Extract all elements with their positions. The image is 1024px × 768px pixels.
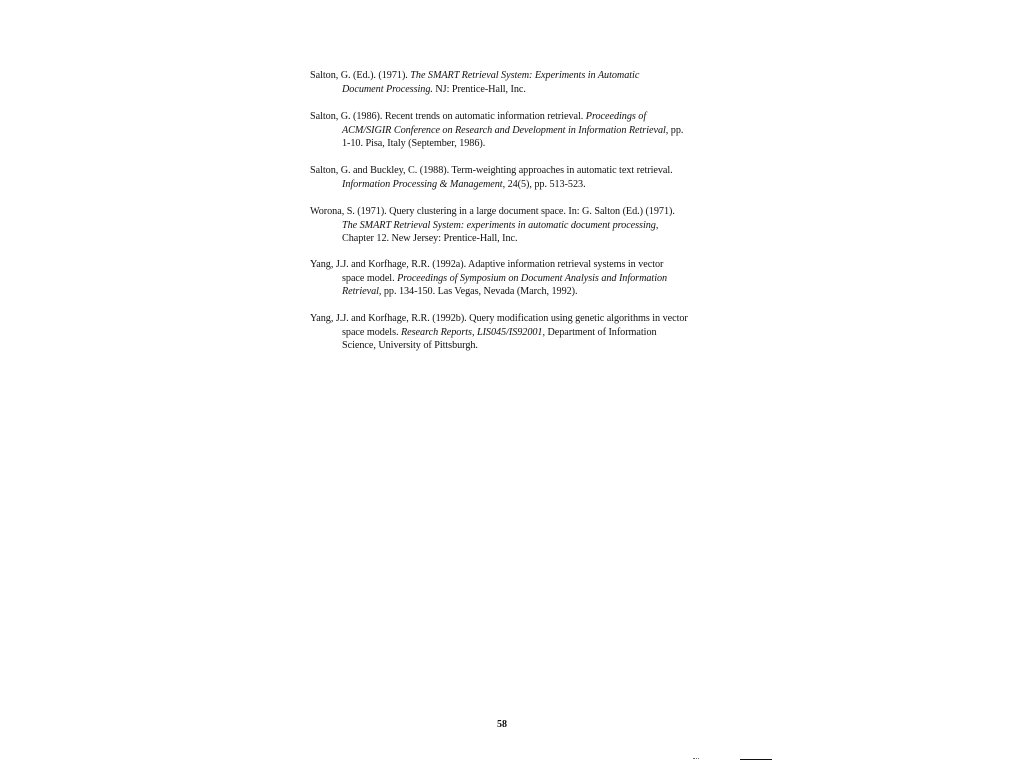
reference-italic-text: Document Processing. (342, 83, 433, 95)
reference-text: Yang, J.J. and Korfhage, R.R. (1992b). Query modification using genetic algorithms in vector (310, 313, 688, 324)
reference-line (310, 164, 725, 178)
reference-text: NJ: Prentice-Hall, Inc. (432, 83, 526, 95)
reference-line (310, 83, 725, 97)
reference-line (310, 178, 725, 192)
reference-line (310, 272, 725, 286)
reference-italic-text: ACM/SIGIR Conference on Research and Development in Information Retrieval (342, 124, 666, 136)
page-number: 58 (497, 719, 507, 730)
reference-text: Salton, G. and Buckley, C. (1988). Term-weighting approaches in automatic text retrieval. (310, 165, 673, 176)
reference-italic-text: The SMART Retrieval System: Experiments in Automatic (410, 70, 640, 81)
reference-text: , (655, 219, 659, 231)
scan-artifact-rule (740, 759, 772, 760)
reference-line (310, 285, 725, 299)
reference-line (310, 69, 725, 83)
reference-text: Science, University of Pittsburgh. (342, 340, 478, 351)
reference-text: space models. (342, 326, 401, 338)
reference-italic-text: Information Processing & Management (342, 178, 503, 190)
scan-artifact-mark (693, 758, 699, 759)
reference-text: Chapter 12. New Jersey: Prentice-Hall, Inc. (342, 233, 518, 244)
reference-text: , pp. 134-150. Las Vegas, Nevada (March, 1992). (378, 286, 578, 297)
reference-entry (310, 312, 725, 353)
reference-text: , 24(5), pp. 513-523. (502, 178, 586, 190)
reference-entry (310, 69, 725, 96)
reference-line (310, 232, 725, 246)
reference-line (310, 124, 725, 138)
reference-entry (310, 258, 725, 299)
reference-line (310, 110, 725, 124)
reference-text: Yang, J.J. and Korfhage, R.R. (1992a). Adaptive information retrieval systems in vector (310, 259, 664, 270)
reference-text: space model. (342, 272, 398, 284)
reference-line (310, 137, 725, 151)
reference-line (310, 205, 725, 219)
reference-line (310, 219, 725, 233)
reference-italic-text: Proceedings of Symposium on Document Analysis and Information (397, 272, 668, 284)
reference-text: Worona, S. (1971). Query clustering in a large document space. In: G. Salton (Ed.) (1971). (310, 206, 675, 217)
reference-text: , pp. (665, 124, 684, 136)
reference-italic-text: Proceedings of (585, 111, 647, 122)
reference-line (310, 312, 725, 326)
reference-italic-text: Retrieval (342, 286, 379, 297)
reference-entry (310, 110, 725, 151)
reference-line (310, 258, 725, 272)
reference-italic-text: The SMART Retrieval System: experiments in automatic document processing (342, 219, 656, 231)
reference-text: 1-10. Pisa, Italy (September, 1986). (342, 138, 486, 149)
reference-italic-text: Research Reports, LIS045/IS92001 (401, 326, 543, 338)
reference-line (310, 326, 725, 340)
reference-text: Salton, G. (Ed.). (1971). (310, 70, 411, 81)
reference-line (310, 339, 725, 353)
reference-entry (310, 205, 725, 246)
reference-text: , Department of Information (542, 326, 657, 338)
reference-entry (310, 164, 725, 191)
reference-text: Salton, G. (1986). Recent trends on automatic information retrieval. (310, 111, 586, 122)
